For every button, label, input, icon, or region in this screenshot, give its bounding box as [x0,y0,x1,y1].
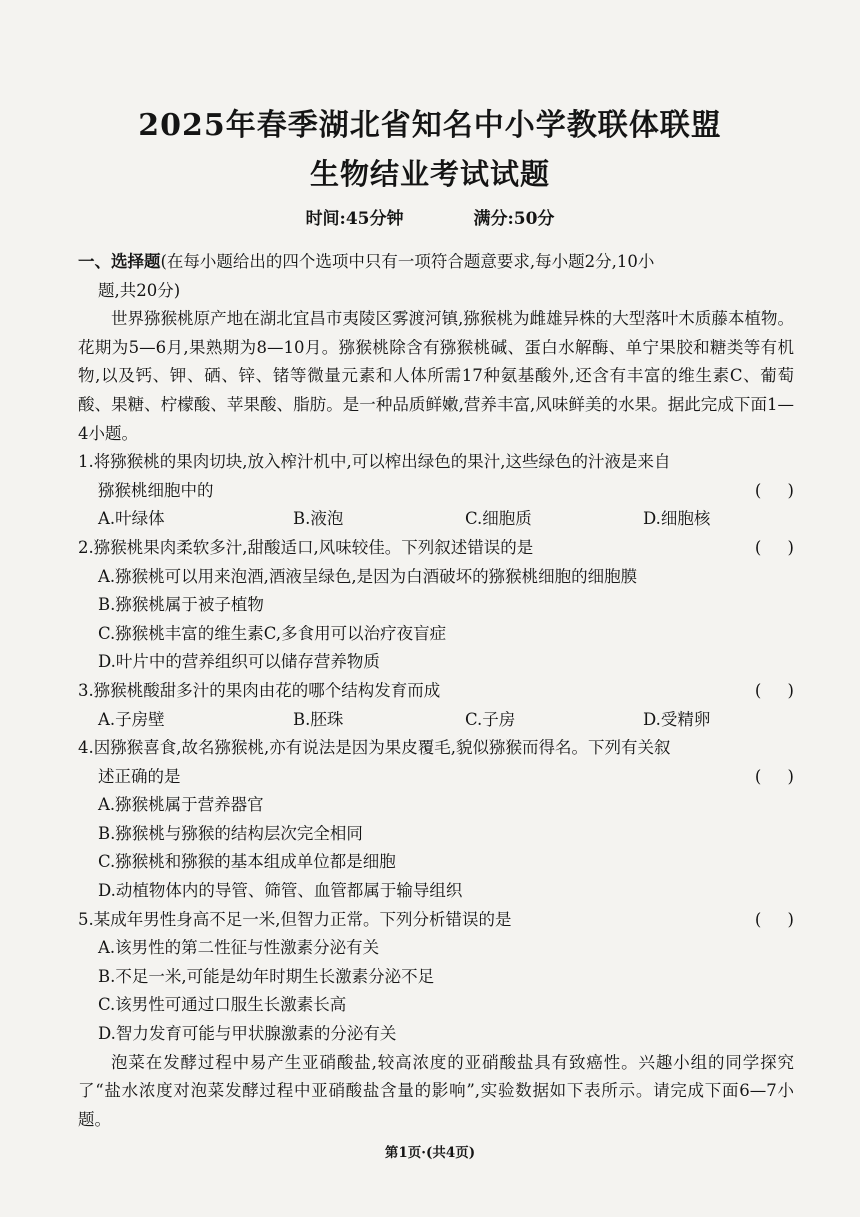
page-footer: 第1页·(共4页) [384,1145,476,1161]
options-row [78,706,794,735]
question-stem [78,534,794,563]
question-5 [78,906,794,1049]
question-stem [78,448,794,505]
option-d: D.受精卵 [643,709,711,729]
question-stem-line1: 3.猕猴桃酸甜多汁的果肉由花的哪个结构发育而成 [78,680,441,700]
exam-score: 满分:50分 [473,209,555,229]
option-b: B.不足一米,可能是幼年时期生长激素分泌不足 [98,966,435,986]
option-a: A.叶绿体 [98,509,165,529]
section-heading [78,248,794,305]
exam-subtitle: 生物结业考试试题 [309,157,550,191]
option-b: B.胚珠 [293,709,344,729]
option-d: D.叶片中的营养组织可以储存营养物质 [98,652,380,672]
question-2 [78,534,794,677]
answer-blank: ( ) [754,537,794,557]
question-stem [78,677,794,706]
option-d: D.动植物体内的导管、筛管、血管都属于输导组织 [98,881,463,901]
section-label: 一、选择题 [78,252,161,271]
question-1 [78,448,794,534]
option-d: D.细胞核 [643,509,711,529]
option-c: C.细胞质 [465,509,532,529]
section-desc-line2: 题,共20分) [98,280,181,300]
passage-kiwi: 世界猕猴桃原产地在湖北宜昌市夷陵区雾渡河镇,猕猴桃为雌雄异株的大型落叶木质藤本植物。花期为5—6月,果熟期为8—10月。猕猴桃除含有猕猴桃碱、蛋白水解酶、单宁果胶和糖类等有机物,以及钙、钾、硒、锌、锗等微量元素和人体所需17种氨基酸外,还含有丰富的维生素C、葡萄酸、果糖、柠檬酸、苹果酸、脂肪。是一种品质鲜嫩,营养丰富,风味鲜美的水果。据此完成下面1—4小题。 [78,309,794,443]
option-c: C.该男性可通过口服生长激素长高 [98,995,347,1015]
option-d: D.智力发育可能与甲状腺激素的分泌有关 [98,1024,397,1044]
option-b: B.猕猴桃与猕猴的结构层次完全相同 [98,823,363,843]
question-stem [78,734,794,791]
question-4 [78,734,794,906]
option-a: A.猕猴桃可以用来泡酒,酒液呈绿色,是因为白酒破坏的猕猴桃细胞的细胞膜 [98,566,638,586]
options-row [78,505,794,534]
question-stem-line1: 5.某成年男性身高不足一米,但智力正常。下列分析错误的是 [78,909,512,929]
option-c: C.猕猴桃和猕猴的基本组成单位都是细胞 [98,852,396,872]
option-a: A.子房壁 [98,709,165,729]
question-stem [78,906,794,935]
question-stem-line1: 4.因猕猴喜食,故名猕猴桃,亦有说法是因为果皮覆毛,貌似猕猴而得名。下列有关叙 [78,738,671,758]
question-stem-line2: 猕猴桃细胞中的 [98,480,214,500]
exam-content [78,248,794,1134]
question-stem-line1: 2.猕猴桃果肉柔软多汁,甜酸适口,风味较佳。下列叙述错误的是 [78,537,534,557]
option-b: B.液泡 [293,509,344,529]
option-c: C.子房 [465,709,516,729]
question-stem-line1: 1.将猕猴桃的果肉切块,放入榨汁机中,可以榨出绿色的果汁,这些绿色的汁液是来自 [78,452,671,472]
option-a: A.该男性的第二性征与性激素分泌有关 [98,938,380,958]
exam-meta [0,204,860,229]
passage-pickles: 泡菜在发酵过程中易产生亚硝酸盐,较高浓度的亚硝酸盐具有致癌性。兴趣小组的同学探究了“盐水浓度对泡菜发酵过程中亚硝酸盐含量的影响”,实验数据如下表所示。请完成下面6—7小题。 [78,1052,794,1129]
answer-blank: ( ) [754,480,794,500]
question-stem-line2: 述正确的是 [98,766,181,786]
exam-title: 2025年春季湖北省知名中小学教联体联盟 [138,108,722,143]
answer-blank: ( ) [754,766,794,786]
option-c: C.猕猴桃丰富的维生素C,多食用可以治疗夜盲症 [98,623,447,643]
exam-time: 时间:45分钟 [305,209,404,229]
answer-blank: ( ) [754,909,794,929]
section-desc-line1: (在每小题给出的四个选项中只有一项符合题意要求,每小题2分,10小 [160,252,655,271]
option-a: A.猕猴桃属于营养器官 [98,795,264,815]
answer-blank: ( ) [754,680,794,700]
question-3 [78,677,794,734]
option-b: B.猕猴桃属于被子植物 [98,595,264,615]
